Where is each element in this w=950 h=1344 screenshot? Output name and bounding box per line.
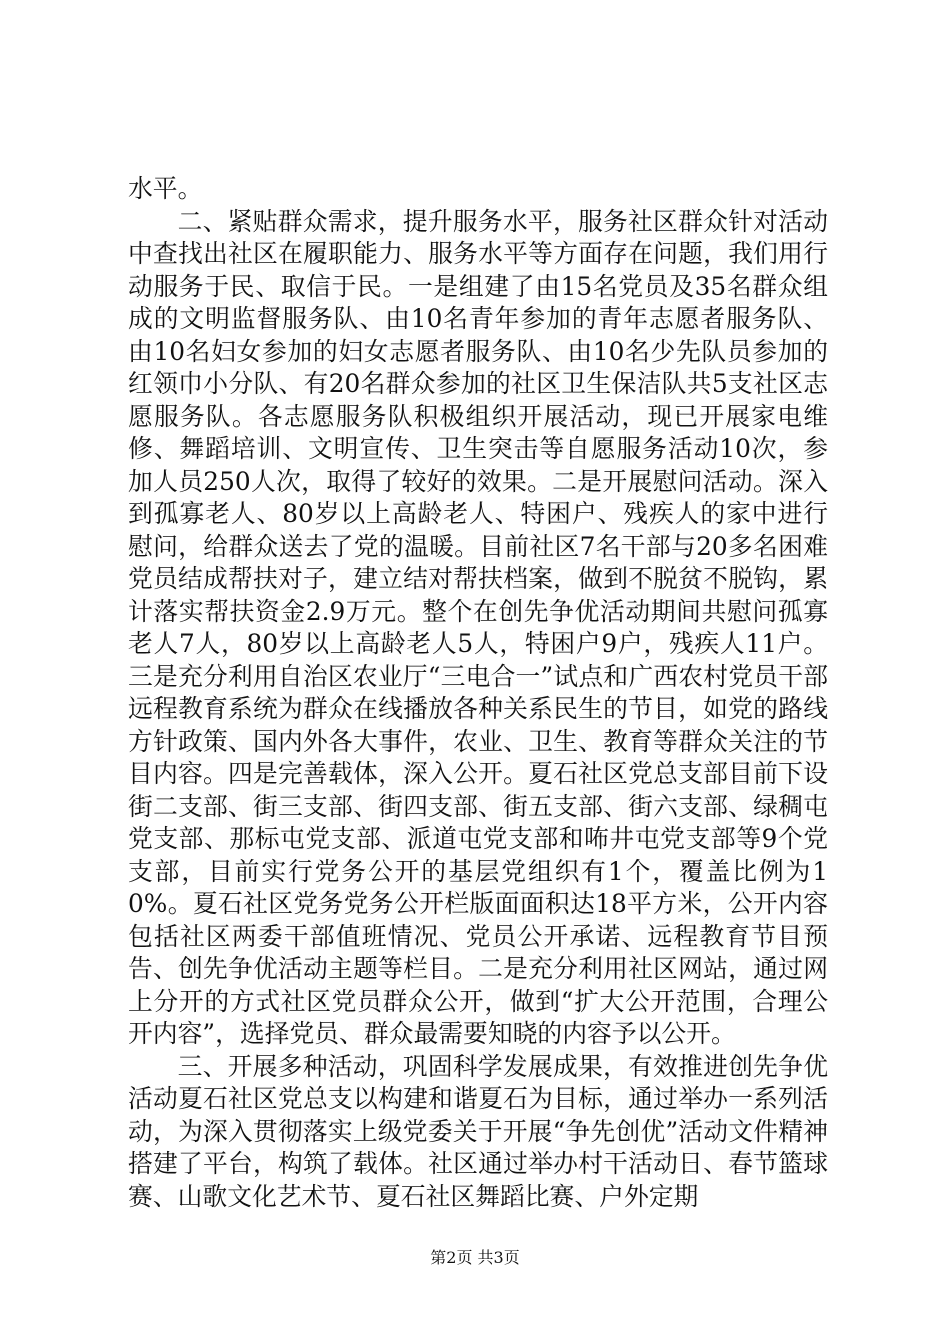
paragraph-section-three: 三、开展多种活动，巩固科学发展成果，有效推进创先争优活动夏石社区党总支以构建和谐夏石为目标，通过举办一系列活动，为深入贯彻落实上级党委关于开展“争先创优”活动文件精神搭建了平台，构筑了载体。社区通过举办村干活动日、春节篮球赛、山歌文化艺术节、夏石社区舞蹈比赛、户外定期 <box>128 1051 828 1211</box>
page-footer: 第2页 共3页 <box>430 1248 520 1267</box>
paragraph-section-two: 二、紧贴群众需求，提升服务水平，服务社区群众针对活动中查找出社区在履职能力、服务水平等方面存在问题，我们用行动服务于民、取信于民。一是组建了由15名党员及35名群众组成的文明监督服务队、由10名青年参加的青年志愿者服务队、由10名妇女参加的妇女志愿者服务队、由10名少先队员参加的红领巾小分队、有20名群众参加的社区卫生保洁队共5支社区志愿服务队。各志愿服务队积极组织开展活动，现已开展家电维修、舞蹈培训、文明宣传、卫生突击等自愿服务活动10次，参加人员250人次，取得了较好的效果。二是开展慰问活动。深入到孤寡老人、80岁以上高龄老人、特困户、残疾人的家中进行慰问，给群众送去了党的温暖。目前社区7名干部与20多名困难党员结成帮扶对子，建立结对帮扶档案，做到不脱贫不脱钩，累计落实帮扶资金2.9万元。整个在创先争优活动期间共慰问孤寡老人7人，80岁以上高龄老人5人，特困户9户，残疾人11户。三是充分利用自治区农业厅“三电合一”试点和广西农村党员干部远程教育系统为群众在线播放各种关系民生的节目，如党的路线方针政策、国内外各大事件，农业、卫生、教育等群众关注的节目内容。四是完善载体，深入公开。夏石社区党总支部目前下设街二支部、街三支部、街四支部、街五支部、街六支部、绿稠屯党支部、那标屯党支部、派道屯党支部和咘井屯党支部等9个党支部，目前实行党务公开的基层党组织有1个，覆盖比例为10%。夏石社区党务党务公开栏版面面积达18平方米，公开内容包括社区两委干部值班情况、党员公开承诺、远程教育节目预告、创先争优活动主题等栏目。二是充分利用社区网站，通过网上分开的方式社区党员群众公开，做到“扩大公开范围，合理公开内容”，选择党员、群众最需要知晓的内容予以公开。 <box>128 206 828 1048</box>
paragraph-continuation: 水平。 <box>128 174 203 203</box>
document-body <box>128 173 828 1213</box>
